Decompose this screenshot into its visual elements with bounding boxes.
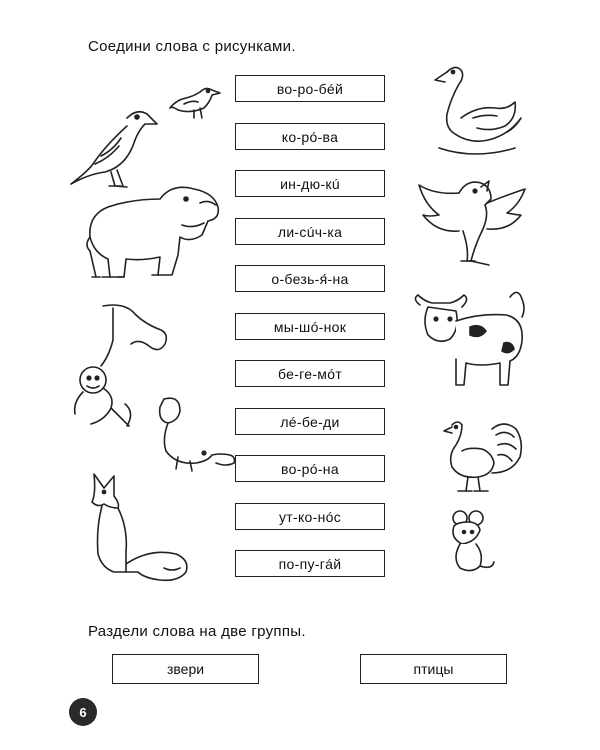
page-number: 6 <box>69 698 97 726</box>
crow-icon[interactable] <box>65 100 165 195</box>
sparrow-icon[interactable] <box>168 84 223 124</box>
word-box-crow[interactable]: во-рó-на <box>235 455 385 482</box>
divide-instruction: Раздели слова на две группы. <box>88 623 306 640</box>
platypus-icon[interactable] <box>150 395 240 475</box>
word-box-turkeys[interactable]: ин-дю-кú <box>235 170 385 197</box>
word-box-mouse[interactable]: мы-шó-нок <box>235 313 385 340</box>
word-box-hippo[interactable]: бе-ге-мóт <box>235 360 385 387</box>
word-box-cow[interactable]: ко-рó-ва <box>235 123 385 150</box>
word-box-fox[interactable]: ли-сúч-ка <box>235 218 385 245</box>
word-box-parrot[interactable]: по-пу-гáй <box>235 550 385 577</box>
word-box-platypus[interactable]: ут-ко-нóс <box>235 503 385 530</box>
mouse-icon[interactable] <box>442 508 502 583</box>
turkey-icon[interactable] <box>432 415 527 503</box>
parrot-icon[interactable] <box>415 175 530 275</box>
match-instruction: Соедини слова с рисунками. <box>88 38 296 55</box>
cow-icon[interactable] <box>410 285 535 397</box>
fox-icon[interactable] <box>80 468 195 593</box>
word-box-swans[interactable]: лé-бе-ди <box>235 408 385 435</box>
word-box-monkey[interactable]: о-безь-я́-на <box>235 265 385 292</box>
group-box-birds[interactable]: птицы <box>360 654 507 684</box>
swan-icon[interactable] <box>425 62 525 160</box>
word-box-sparrow[interactable]: во-ро-бéй <box>235 75 385 102</box>
hippo-icon[interactable] <box>82 185 232 297</box>
group-box-animals[interactable]: звери <box>112 654 259 684</box>
